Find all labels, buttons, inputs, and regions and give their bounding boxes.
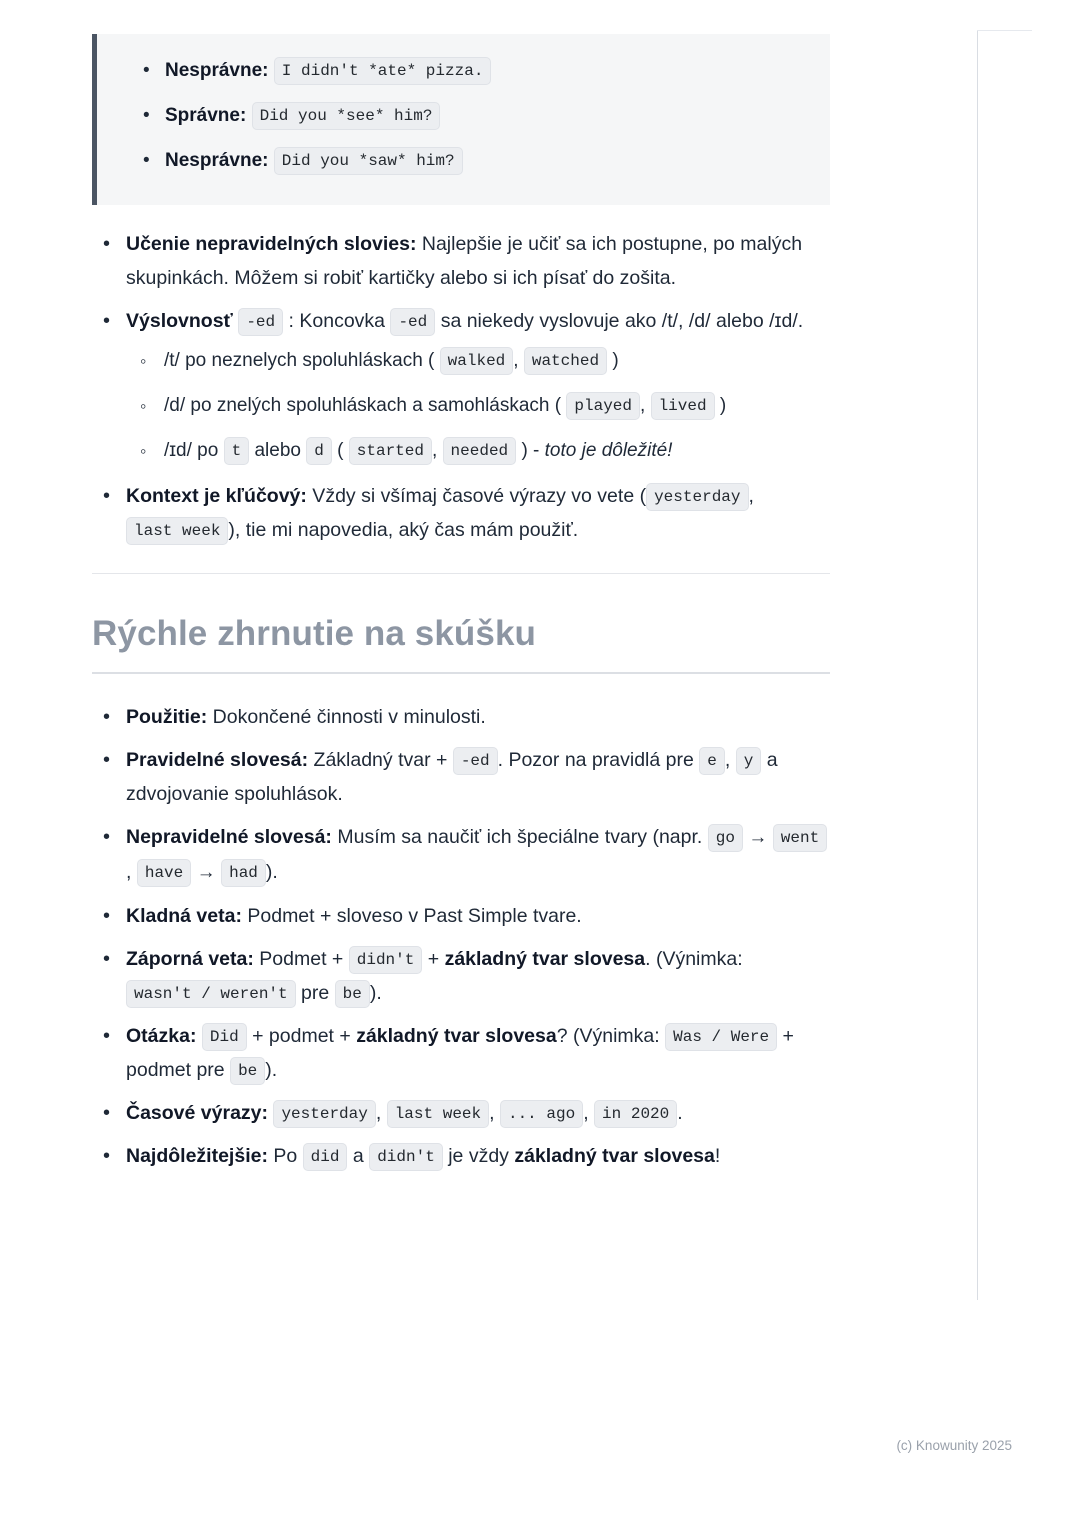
pronunciation-sublist <box>126 344 830 468</box>
list-item <box>165 93 812 138</box>
list-item-usage <box>92 700 830 734</box>
inline-code: last week <box>387 1100 489 1128</box>
sub-text: ) - <box>521 440 540 461</box>
tip-label: Kontext je kľúčový: <box>126 485 307 507</box>
examples-list <box>115 48 812 183</box>
example-code: I didn't *ate* pizza. <box>274 57 492 85</box>
summary-sep: , <box>724 749 731 771</box>
arrow-icon: → <box>196 862 216 883</box>
summary-text: a zdvojovanie spoluhlások. <box>126 749 778 805</box>
list-item-learning <box>92 227 830 295</box>
sub-text: /t/ po neznelych spoluhláskach ( <box>164 350 435 371</box>
tip-text: sa niekedy vyslovuje ako /t/, /d/ alebo /ɪd/. <box>440 310 804 332</box>
sub-sep: , <box>640 395 646 416</box>
sub-text: alebo <box>254 440 301 461</box>
list-item-negative <box>92 942 830 1010</box>
inline-code: go <box>708 824 743 852</box>
tip-text: Najlepšie je učiť sa ich postupne, po malých skupinkách. Môžem si robiť kartičky alebo si ich písať do zošita. <box>126 233 803 289</box>
list-item-context <box>92 479 830 547</box>
sub-text: ) <box>719 395 727 416</box>
inline-code: -ed <box>238 308 283 336</box>
list-item <box>126 344 830 378</box>
inline-code: t <box>224 437 250 465</box>
sub-emphasis: toto je dôležité! <box>544 440 673 461</box>
heading-underline <box>92 672 830 674</box>
inline-code: have <box>137 859 191 887</box>
inline-code: -ed <box>453 747 498 775</box>
summary-text: Dokončené činnosti v minulosti. <box>207 706 486 728</box>
summary-list <box>92 700 830 1173</box>
tip-text: ), tie mi napovedia, aký čas mám použiť. <box>228 519 579 541</box>
sub-text: ( <box>337 440 344 461</box>
list-item <box>126 434 830 468</box>
list-item-time-expressions <box>92 1096 830 1130</box>
inline-code: wasn't / weren't <box>126 980 296 1008</box>
list-item-affirmative <box>92 899 830 933</box>
summary-text: Podmet + sloveso v Past Simple tvare. <box>241 905 582 927</box>
inline-code: did <box>303 1143 348 1171</box>
tips-list <box>92 227 830 547</box>
summary-label: Záporná veta: <box>126 948 254 970</box>
summary-text: . <box>677 1102 683 1124</box>
inline-code: didn't <box>369 1143 443 1171</box>
list-item-regular-verbs <box>92 743 830 811</box>
list-item <box>165 138 812 183</box>
summary-bold: základný tvar slovesa <box>444 948 646 970</box>
example-code: Did you *see* him? <box>252 102 441 130</box>
list-item <box>165 48 812 93</box>
tip-label: Učenie nepravidelných slovies: <box>126 233 417 255</box>
summary-text: pre <box>301 982 330 1004</box>
inline-code: in 2020 <box>594 1100 677 1128</box>
summary-sep: , <box>375 1102 382 1124</box>
tip-text: Vždy si všímaj časové výrazy vo vete ( <box>306 485 647 507</box>
summary-text: je vždy <box>448 1145 509 1167</box>
inline-code: d <box>306 437 332 465</box>
inline-code: didn't <box>349 946 423 974</box>
summary-sep: , <box>126 861 132 883</box>
inline-code: -ed <box>390 308 435 336</box>
inline-code: went <box>773 824 827 852</box>
list-item <box>126 389 830 423</box>
inline-code: watched <box>524 347 607 375</box>
document-content <box>92 0 830 1182</box>
inline-code: be <box>230 1057 265 1085</box>
inline-code: lived <box>651 392 715 420</box>
inline-code: played <box>566 392 640 420</box>
summary-label: Najdôležitejšie: <box>126 1145 268 1167</box>
summary-sep: , <box>583 1102 589 1124</box>
summary-text: Podmet + <box>253 948 344 970</box>
list-item-pronunciation <box>92 304 830 468</box>
summary-text: Základný tvar + <box>308 749 448 771</box>
summary-text: ? (Výnimka: <box>556 1025 660 1047</box>
sub-text: /d/ po znelých spoluhláskach a samohláskach ( <box>164 395 562 416</box>
summary-text: Musím sa naučiť ich špeciálne tvary (napr. <box>331 826 703 848</box>
inline-code: be <box>335 980 370 1008</box>
summary-label: Otázka: <box>126 1025 197 1047</box>
inline-code: Did <box>202 1023 247 1051</box>
inline-code: y <box>736 747 762 775</box>
summary-text: ). <box>369 982 382 1004</box>
summary-text: Po <box>267 1145 298 1167</box>
summary-text: ! <box>714 1145 721 1167</box>
summary-text: . (Výnimka: <box>645 948 743 970</box>
summary-label: Kladná veta: <box>126 905 242 927</box>
inline-code: started <box>349 437 432 465</box>
page-edge-rule <box>977 30 978 1300</box>
example-label: Správne: <box>165 105 247 126</box>
page-title: Rýchle zhrnutie na skúšku <box>92 614 537 653</box>
summary-label: Pravidelné slovesá: <box>126 749 309 771</box>
sub-text: ) <box>612 350 619 371</box>
summary-text: + podmet + <box>252 1025 351 1047</box>
inline-code: last week <box>126 517 228 545</box>
inline-code: needed <box>443 437 517 465</box>
inline-code: had <box>221 859 266 887</box>
page-edge-rule-top <box>977 30 1032 31</box>
list-item-question <box>92 1019 830 1087</box>
inline-code: ... ago <box>500 1100 583 1128</box>
footer-copyright: (c) Knowunity 2025 <box>896 1438 1012 1453</box>
tip-label: Výslovnosť <box>126 310 233 332</box>
inline-code: walked <box>440 347 514 375</box>
example-code: Did you *saw* him? <box>274 147 463 175</box>
example-label: Nesprávne: <box>165 150 269 171</box>
summary-label: Časové výrazy: <box>126 1102 269 1124</box>
inline-code: e <box>699 747 725 775</box>
inline-code: yesterday <box>273 1100 375 1128</box>
summary-bold: základný tvar slovesa <box>514 1145 715 1167</box>
summary-text: ). <box>265 1059 278 1081</box>
example-label: Nesprávne: <box>165 60 269 81</box>
summary-bold: základný tvar slovesa <box>356 1025 557 1047</box>
arrow-icon: → <box>748 827 768 848</box>
list-item-most-important <box>92 1139 830 1173</box>
summary-text: + podmet pre <box>126 1025 794 1081</box>
tip-text: : Koncovka <box>288 310 386 332</box>
tip-sep: , <box>748 485 754 507</box>
list-item-irregular-verbs <box>92 820 830 890</box>
sub-text: /ɪd/ po <box>164 440 219 461</box>
sub-sep: , <box>431 440 438 461</box>
summary-text: . Pozor na pravidlá pre <box>497 749 694 771</box>
summary-sep: , <box>489 1102 495 1124</box>
summary-label: Použitie: <box>126 706 208 728</box>
summary-text: a <box>352 1145 364 1167</box>
summary-label: Nepravidelné slovesá: <box>126 826 332 848</box>
summary-text: ). <box>265 861 278 883</box>
section-divider <box>92 573 830 574</box>
inline-code: yesterday <box>646 483 748 511</box>
examples-callout <box>92 34 830 205</box>
inline-code: Was / Were <box>665 1023 777 1051</box>
summary-text: + <box>427 948 440 970</box>
sub-sep: , <box>513 350 519 371</box>
